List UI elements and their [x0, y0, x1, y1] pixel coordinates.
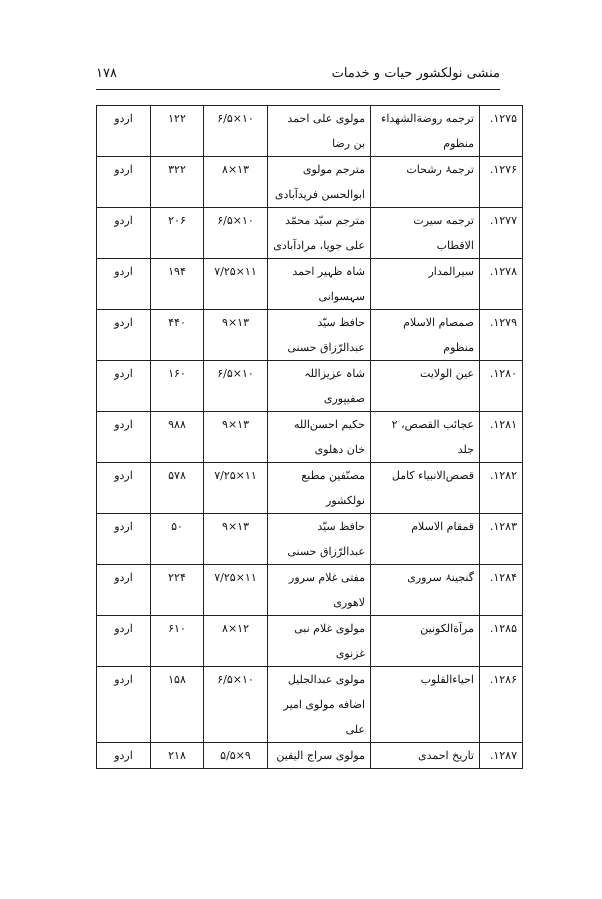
- book-size-cell: [204, 361, 268, 412]
- table-row: [97, 412, 523, 463]
- book-author-cell: [268, 208, 371, 259]
- book-title-cell: [371, 743, 480, 769]
- page-count: ۲۱۸: [168, 749, 186, 762]
- book-title: گنجینۂ سروری: [407, 571, 474, 584]
- page-number: ۱۷۸: [96, 66, 117, 81]
- page-count-cell: [151, 157, 204, 208]
- book-language: اردو: [114, 367, 133, 380]
- page-count: ۵۷۸: [168, 469, 186, 482]
- entry-number: ۱۲۷۵.: [489, 112, 517, 125]
- book-size: ۱۰×۶/۵: [217, 214, 254, 227]
- page-count-cell: [151, 514, 204, 565]
- book-language: اردو: [114, 520, 133, 533]
- book-language-cell: [97, 412, 151, 463]
- book-size-cell: [204, 259, 268, 310]
- book-title-cell: [371, 106, 480, 157]
- book-author-cell: [268, 463, 371, 514]
- book-author-cell: [268, 616, 371, 667]
- book-author-cell: [268, 106, 371, 157]
- table-row: [97, 310, 523, 361]
- book-title: ترجمه روضةالشهداء منظوم: [381, 112, 474, 150]
- book-size: ۱۰×۶/۵: [217, 673, 254, 686]
- table-row: [97, 157, 523, 208]
- book-title: عجائب القصص، ۲ جلد: [391, 418, 474, 456]
- entry-number-cell: [480, 310, 523, 361]
- book-language: اردو: [114, 622, 133, 635]
- book-author-cell: [268, 259, 371, 310]
- table-row: [97, 259, 523, 310]
- book-author-cell: [268, 361, 371, 412]
- page-count-cell: [151, 743, 204, 769]
- table-row: [97, 106, 523, 157]
- book-size: ۱۰×۶/۵: [217, 112, 254, 125]
- book-language-cell: [97, 157, 151, 208]
- book-title-cell: [371, 667, 480, 743]
- book-author: حکیم احسن‌الله خان دهلوی: [293, 418, 365, 456]
- page-count-cell: [151, 565, 204, 616]
- book-author: حافظ سیّد عبدالرّزاق حسنی: [287, 316, 365, 354]
- book-size-cell: [204, 616, 268, 667]
- book-author: مولوی عبدالجلیل اضافه مولوی امیر علی: [283, 673, 365, 736]
- entry-number: ۱۲۸۱.: [489, 418, 517, 431]
- book-title-cell: [371, 412, 480, 463]
- book-language: اردو: [114, 749, 133, 762]
- page-count: ۳۲۲: [168, 163, 186, 176]
- book-size: ۱۲×۸: [222, 622, 249, 635]
- book-size-cell: [204, 514, 268, 565]
- entry-number: ۱۲۸۶.: [489, 673, 517, 686]
- table-row: [97, 565, 523, 616]
- entry-number-cell: [480, 106, 523, 157]
- page-count: ۲۲۴: [168, 571, 186, 584]
- book-language: اردو: [114, 571, 133, 584]
- entry-number: ۱۲۸۵.: [489, 622, 517, 635]
- book-title-cell: [371, 157, 480, 208]
- book-title-cell: [371, 310, 480, 361]
- book-title-cell: [371, 565, 480, 616]
- book-title: صمصام الاسلام منظوم: [403, 316, 474, 354]
- book-author: مترجم مولوی ابوالحسن فریدآبادی: [274, 163, 365, 201]
- book-title-cell: [371, 463, 480, 514]
- book-size: ۱۰×۶/۵: [217, 367, 254, 380]
- entry-number: ۱۲۸۳.: [489, 520, 517, 533]
- page-count-cell: [151, 259, 204, 310]
- entry-number: ۱۲۸۲.: [489, 469, 517, 482]
- book-language: اردو: [114, 163, 133, 176]
- table-row: [97, 208, 523, 259]
- book-size: ۱۱×۷/۲۵: [214, 469, 257, 482]
- entry-number-cell: [480, 514, 523, 565]
- page-count-cell: [151, 412, 204, 463]
- book-language-cell: [97, 208, 151, 259]
- book-size: ۹×۵/۵: [220, 749, 251, 762]
- catalog-table: [96, 105, 523, 769]
- book-size-cell: [204, 463, 268, 514]
- book-author-cell: [268, 310, 371, 361]
- book-size-cell: [204, 208, 268, 259]
- table-row: [97, 361, 523, 412]
- book-size-cell: [204, 667, 268, 743]
- page-count: ۹۸۸: [168, 418, 186, 431]
- book-author: مفتی غلام سرور لاهوری: [289, 571, 365, 609]
- table-row: [97, 616, 523, 667]
- entry-number: ۱۲۷۹.: [489, 316, 517, 329]
- book-author: مولوی غلام نبی غزنوی: [294, 622, 365, 660]
- book-size: ۱۱×۷/۲۵: [214, 571, 257, 584]
- book-author-cell: [268, 412, 371, 463]
- page-count-cell: [151, 667, 204, 743]
- page-count: ۶۱۰: [168, 622, 186, 635]
- entry-number: ۱۲۸۷.: [489, 749, 517, 762]
- book-title-cell: [371, 361, 480, 412]
- book-language-cell: [97, 616, 151, 667]
- entry-number-cell: [480, 361, 523, 412]
- book-author-cell: [268, 514, 371, 565]
- book-author-cell: [268, 565, 371, 616]
- book-title-cell: [371, 616, 480, 667]
- book-size-cell: [204, 743, 268, 769]
- page-count: ۵۰: [171, 520, 183, 533]
- page-count-cell: [151, 310, 204, 361]
- entry-number: ۱۲۷۷.: [489, 214, 517, 227]
- book-author: مولوی سراج الیقین: [276, 749, 365, 762]
- book-author-cell: [268, 743, 371, 769]
- book-language: اردو: [114, 214, 133, 227]
- book-author: مترجم سیّد محمّد علی جویا، مرادآبادی: [273, 214, 365, 252]
- entry-number: ۱۲۸۴.: [489, 571, 517, 584]
- page-count: ۱۶۰: [168, 367, 186, 380]
- table-row: [97, 463, 523, 514]
- entry-number-cell: [480, 259, 523, 310]
- entry-number: ۱۲۷۸.: [489, 265, 517, 278]
- page-header: [96, 62, 500, 88]
- book-size: ۱۳×۸: [222, 163, 249, 176]
- page-count-cell: [151, 106, 204, 157]
- page-count-cell: [151, 208, 204, 259]
- book-title-cell: [371, 259, 480, 310]
- book-author: مولوی علی احمد بن رضا: [287, 112, 365, 150]
- book-author-cell: [268, 667, 371, 743]
- page-count-cell: [151, 463, 204, 514]
- book-title: قصص‌الانبیاء کامل: [391, 469, 474, 482]
- book-language-cell: [97, 565, 151, 616]
- running-title: منشی نولکشور حیات و خدمات: [331, 66, 500, 81]
- book-language: اردو: [114, 316, 133, 329]
- book-size-cell: [204, 565, 268, 616]
- book-title: قمقام الاسلام: [411, 520, 474, 533]
- entry-number-cell: [480, 565, 523, 616]
- book-size-cell: [204, 106, 268, 157]
- table-row: [97, 743, 523, 769]
- book-title: عین الولایت: [420, 367, 474, 380]
- entry-number-cell: [480, 157, 523, 208]
- book-title: احیاءالقلوب: [420, 673, 474, 686]
- book-language-cell: [97, 361, 151, 412]
- page-count: ۲۰۶: [168, 214, 186, 227]
- book-language-cell: [97, 514, 151, 565]
- book-author: حافظ سیّد عبدالرّزاق حسنی: [287, 520, 365, 558]
- catalog-body: [97, 106, 523, 769]
- book-title: ترجمه سیرت الاقطاب: [413, 214, 474, 252]
- entry-number-cell: [480, 412, 523, 463]
- book-size: ۱۱×۷/۲۵: [214, 265, 257, 278]
- book-size-cell: [204, 412, 268, 463]
- table-row: [97, 514, 523, 565]
- book-author: شاہ ظہیر احمد سہسوانی: [292, 265, 365, 303]
- book-language-cell: [97, 259, 151, 310]
- table-row: [97, 667, 523, 743]
- book-language-cell: [97, 463, 151, 514]
- page-count: ۱۹۴: [168, 265, 186, 278]
- book-author-cell: [268, 157, 371, 208]
- book-language: اردو: [114, 673, 133, 686]
- book-language: اردو: [114, 112, 133, 125]
- page-count-cell: [151, 616, 204, 667]
- book-size-cell: [204, 310, 268, 361]
- book-size: ۱۳×۹: [222, 316, 249, 329]
- book-title-cell: [371, 514, 480, 565]
- entry-number: ۱۲۸۰.: [489, 367, 517, 380]
- book-title: تاریخ احمدی: [418, 749, 474, 762]
- book-language: اردو: [114, 469, 133, 482]
- book-language-cell: [97, 743, 151, 769]
- book-title: سیرالمدار: [428, 265, 474, 278]
- book-title-cell: [371, 208, 480, 259]
- entry-number-cell: [480, 208, 523, 259]
- entry-number-cell: [480, 743, 523, 769]
- entry-number-cell: [480, 616, 523, 667]
- header-rule: [96, 89, 500, 90]
- entry-number: ۱۲۷۶.: [489, 163, 517, 176]
- book-title: مرآةالکونین: [420, 622, 474, 635]
- book-size-cell: [204, 157, 268, 208]
- book-language-cell: [97, 310, 151, 361]
- book-size: ۱۳×۹: [222, 418, 249, 431]
- book-author: شاہ عزیزاللہ صفیپوری: [304, 367, 365, 405]
- book-language-cell: [97, 106, 151, 157]
- book-language-cell: [97, 667, 151, 743]
- book-size: ۱۳×۹: [222, 520, 249, 533]
- page-count: ۴۴۰: [168, 316, 186, 329]
- book-language: اردو: [114, 265, 133, 278]
- page-count: ۱۵۸: [168, 673, 186, 686]
- page-count: ۱۲۲: [168, 112, 186, 125]
- book-language: اردو: [114, 418, 133, 431]
- entry-number-cell: [480, 463, 523, 514]
- entry-number-cell: [480, 667, 523, 743]
- page-count-cell: [151, 361, 204, 412]
- book-title: ترجمۂ رشحات: [406, 163, 474, 176]
- book-author: مصنّفین مطبع نولکشور: [301, 469, 365, 507]
